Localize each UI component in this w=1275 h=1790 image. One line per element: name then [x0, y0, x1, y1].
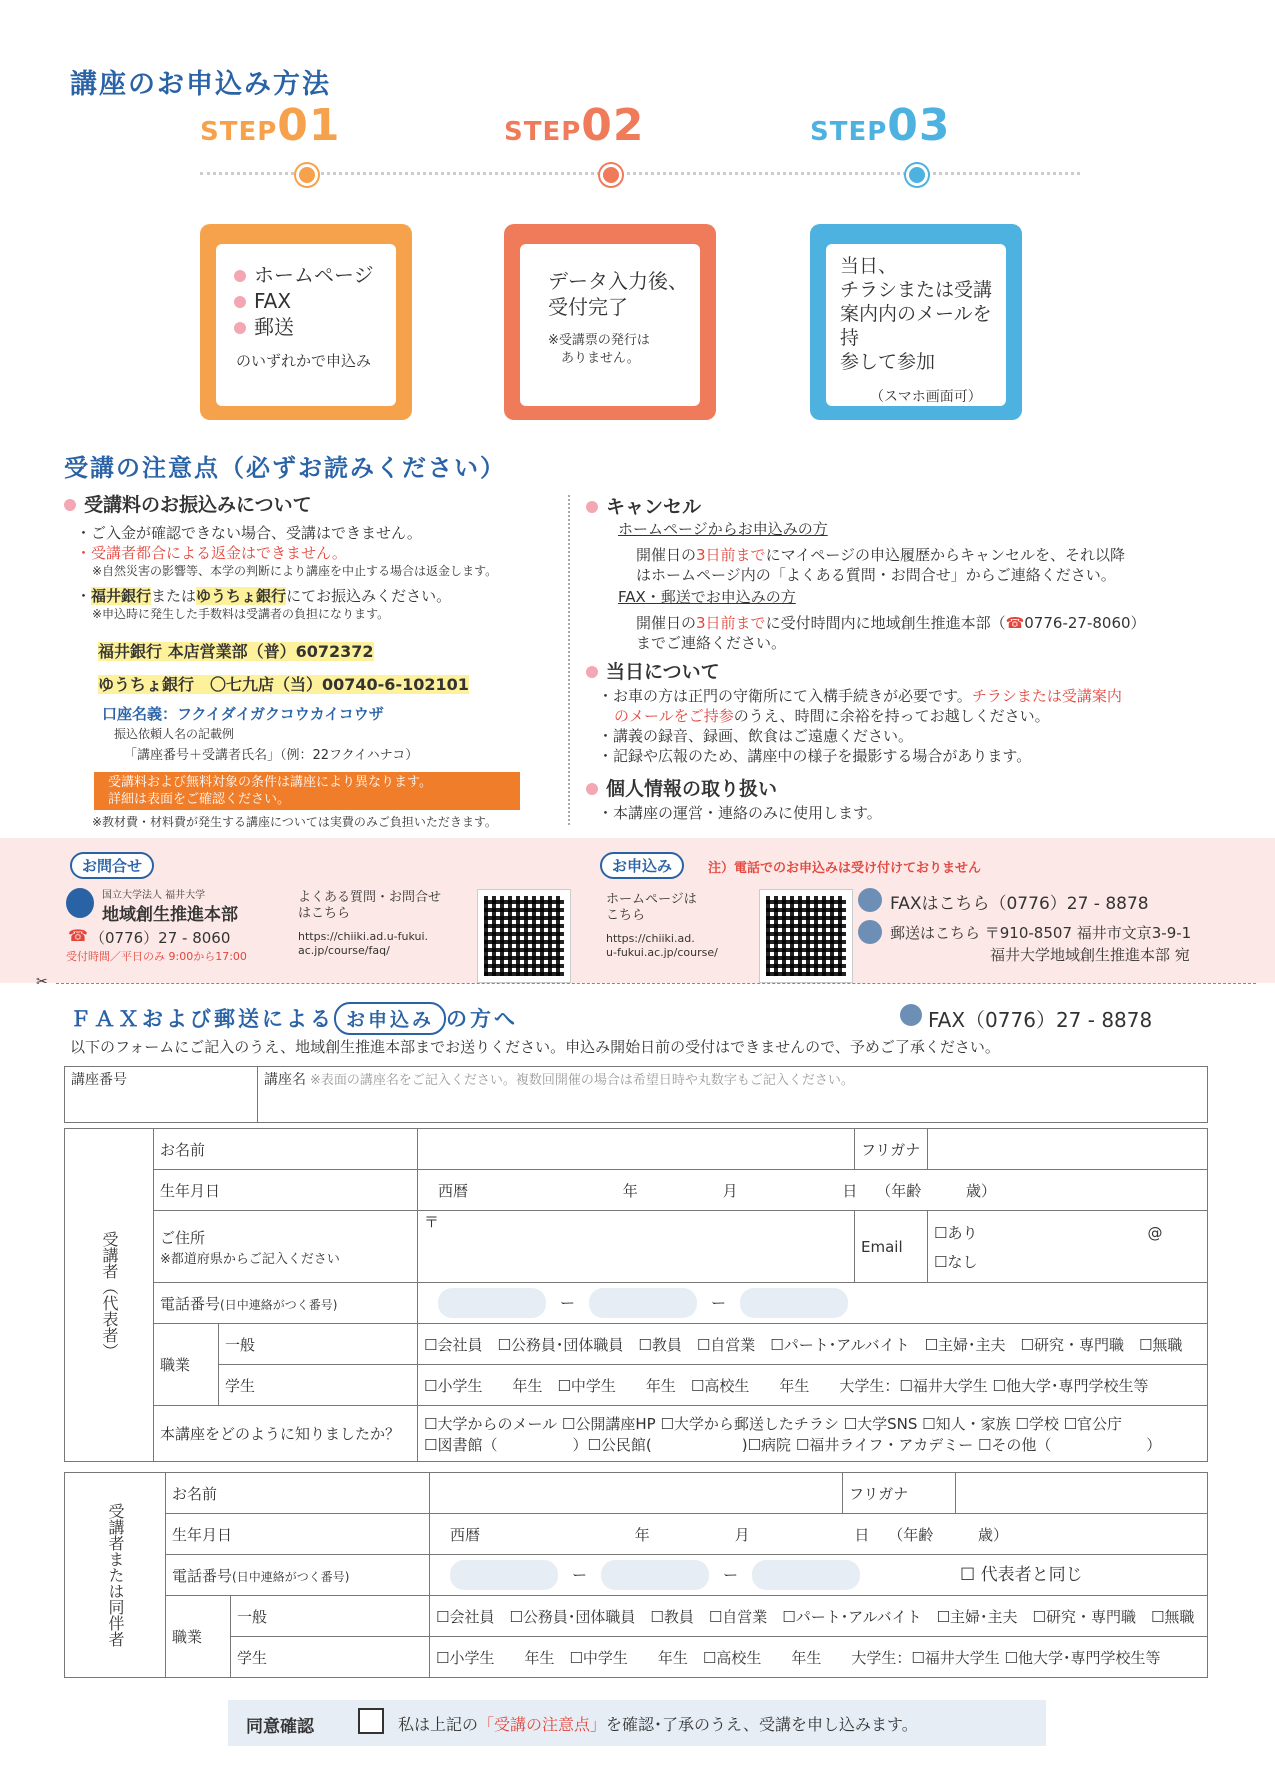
faq-text: よくある質問・お問合せ はこちら https://chiiki.ad.u-fukui. ac.jp/course/faq/ [298, 890, 442, 957]
course-table [64, 1066, 1208, 1123]
faq-url[interactable]: https://chiiki.ad.u-fukui. ac.jp/course/faq/ [298, 930, 429, 957]
consent-text: 私は上記の「受講の注意点」を確認･了承のうえ、受講を申し込みます。 [398, 1715, 918, 1734]
mail-icon [858, 920, 882, 944]
step-3-marker [906, 164, 928, 186]
phone-label: 電話番号(日中連絡がつく番号) [166, 1555, 430, 1596]
hp-url[interactable]: https://chiiki.ad. u-fukui.ac.jp/course/ [606, 932, 718, 959]
general-label: 一般 [219, 1324, 418, 1365]
hp-cancel-1: 開催日の3日前までにマイページの申込履歴からキャンセルを、それ以降 [636, 546, 1125, 564]
dob-field[interactable]: 西暦 年 月 日 （年齢 歳） [418, 1170, 1208, 1211]
kana-label: フリガナ [855, 1129, 928, 1170]
fax-number: FAX（0776）27 - 8878 [928, 1008, 1153, 1032]
bullet-icon [234, 270, 246, 282]
requester-name-example: 振込依頼人名の記載例 [114, 727, 235, 741]
kana-label: フリガナ [843, 1473, 956, 1514]
kana-field-2[interactable] [956, 1473, 1208, 1514]
step-1-label: STEP01 [200, 100, 341, 151]
general-label: 一般 [231, 1596, 430, 1637]
dob-field-2[interactable]: 西暦 年 月 日 （年齢 歳） [430, 1514, 1208, 1555]
day-note-1: ・お車の方は正門の守衛所にて入構手続きが必要です。チラシまたは受講案内 [598, 687, 1122, 705]
name-label: お名前 [154, 1129, 418, 1170]
kana-field[interactable] [928, 1129, 1208, 1170]
same-as-representative-checkbox[interactable]: ☐ 代表者と同じ [960, 1564, 1083, 1585]
fee-note-2: ・受講者都合による返金はできません。 [76, 544, 347, 562]
address-label: ご住所 ※都道府県からご記入ください [154, 1211, 418, 1283]
person2-side-label: 受講者または同伴者 [65, 1473, 166, 1678]
notes-heading: 受講の注意点（必ずお読みください） [64, 454, 506, 482]
name-label: お名前 [166, 1473, 430, 1514]
hp-cancel-sub: ホームページからお申込みの方 [618, 520, 828, 538]
step-2-card: データ入力後、 受付完了 ※受講票の発行は ありません。 [504, 224, 716, 420]
bank-fukui: 福井銀行 本店営業部（普）6072372 [98, 642, 374, 661]
name-field[interactable] [418, 1129, 855, 1170]
phone-label: 電話番号(日中連絡がつく番号) [154, 1283, 418, 1324]
day-note-3: ・記録や広報のため、講座中の様子を撮影する場合があります。 [598, 747, 1032, 765]
student-label: 学生 [219, 1365, 418, 1406]
cut-line [56, 983, 1256, 984]
phone-field-2[interactable]: ー ー ☐ 代表者と同じ [430, 1555, 1208, 1596]
student-label: 学生 [231, 1637, 430, 1678]
dob-label: 生年月日 [154, 1170, 418, 1211]
fax-line: FAXはこちら（0776）27 - 8878 [890, 894, 1149, 914]
fax-icon [900, 1004, 922, 1026]
fee-note-2-sub: ※自然災害の影響等、本学の判断により講座を中止する場合は返金します。 [92, 564, 498, 578]
fax-instructions: 以下のフォームにご記入のうえ、地域創生推進本部までお送りください。申込み開始日前の受付はできませんので、予めご了承ください。 [70, 1038, 1000, 1056]
day-title: 当日について [606, 661, 720, 683]
privacy-title: 個人情報の取り扱い [606, 778, 778, 800]
privacy-note: ・本講座の運営・連絡のみに使用します。 [598, 804, 882, 822]
student-jobs-2[interactable]: ☐小学生 年生 ☐中学生 年生 ☐高校生 年生 大学生：☐福井大学生 ☐他大学･専門学校生等 [430, 1637, 1208, 1678]
inquiry-tel: （0776）27 - 8060 [90, 929, 231, 947]
apply-method-heading: 講座のお申込み方法 [70, 69, 331, 100]
bullet-icon [586, 783, 598, 795]
how-options[interactable]: ☐大学からのメール ☐公開講座HP ☐大学から郵送したチラシ ☐大学SNS ☐知人・家族 ☐学校 ☐官公庁 ☐図書館（ ）☐公民館( )☐病院 ☐福井ライフ・アカデミー ☐その他（ ） [418, 1406, 1208, 1462]
material-note: ※教材費・材料費が発生する講座については実費のみご負担いただきます。 [92, 815, 497, 829]
step-1-marker [296, 164, 318, 186]
bullet-icon [586, 666, 598, 678]
hp-cancel-2: はホームページ内の「よくある質問・お問合せ」からご連絡ください。 [636, 566, 1116, 584]
fax-cancel-1: 開催日の3日前までに受付時間内に地域創生推進本部（☎0776-27-8060） [636, 614, 1146, 632]
phone-icon: ☎ [68, 926, 88, 945]
general-jobs[interactable]: ☐会社員 ☐公務員･団体職員 ☐教員 ☐自営業 ☐パート･アルバイト ☐主婦･主夫 ☐研究・専門職 ☐無職 [418, 1324, 1208, 1365]
fee-note-3: ・福井銀行またはゆうちょ銀行にてお振込みください。 [76, 587, 452, 605]
bank-yucho: ゆうちょ銀行 〇七九店（当）00740-6-102101 [98, 675, 469, 694]
phone-field[interactable]: ー ー [418, 1283, 1208, 1324]
job-label: 職業 [154, 1324, 219, 1406]
fax-cancel-sub: FAX・郵送でお申込みの方 [618, 588, 796, 606]
general-jobs-2[interactable]: ☐会社員 ☐公務員･団体職員 ☐教員 ☐自営業 ☐パート･アルバイト ☐主婦･主夫 ☐研究・専門職 ☐無職 [430, 1596, 1208, 1637]
fee-note-1: ・ご入金が確認できない場合、受講はできません。 [76, 524, 422, 542]
step-3-label: STEP03 [810, 100, 951, 151]
mail-line-2: 福井大学地域創生推進本部 宛 [990, 946, 1190, 964]
apply-label: お申込み [600, 852, 684, 879]
fax-section-title: ＦＡＸおよび郵送による お申込み の方へ [70, 1002, 518, 1035]
inquiry-label: お問合せ [70, 852, 154, 879]
faq-qr-code[interactable] [478, 890, 570, 982]
scissors-icon: ✂ [36, 974, 48, 990]
fee-title: 受講料のお振込みについて [84, 494, 312, 516]
step-2-label: STEP02 [504, 100, 645, 151]
email-field[interactable]: ☐あり @ ☐なし [928, 1211, 1208, 1283]
step-2-marker [600, 164, 622, 186]
student-jobs[interactable]: ☐小学生 年生 ☐中学生 年生 ☐高校生 年生 大学生：☐福井大学生 ☐他大学･専門学校生等 [418, 1365, 1208, 1406]
org-name: 地域創生推進本部 [102, 905, 238, 925]
fee-note-3-sub: ※申込時に発生した手数料は受講者の負担になります。 [92, 607, 390, 621]
how-label: 本講座をどのように知りましたか？ [154, 1406, 418, 1462]
dob-label: 生年月日 [166, 1514, 430, 1555]
inquiry-hours: 受付時間／平日のみ 9:00から17:00 [66, 950, 247, 963]
cancel-section: キャンセル ホームページからお申込みの方 開催日の3日前までにマイページの申込履歴からキャンセルを、それ以降 はホームページ内の「よくある質問・お問合せ」からご連絡ください。 FAX・郵送でお申込みの方 開催日の3日前までに受付時間内に地域創生推進本部（☎0776-27-8060） までご連絡ください。 当日について ・お車の方は正門の守衛所にて入構手続きが必要です。チラシまたは受講案内 のメールをご持参のうえ、時間に余裕を持ってお越しください。 ・講義の録音、録画、飲食はご遠慮ください。 ・記録や広報のため、講座中の様子を撮影する場合があります。 個人情報の取り扱い ・本講座の運営・連絡のみに使用します。 [586, 492, 1226, 823]
bullet-icon [586, 501, 598, 513]
hp-qr-code[interactable] [760, 890, 852, 982]
day-note-2: ・講義の録音、録画、飲食はご遠慮ください。 [598, 727, 914, 745]
mail-line: 郵送はこちら 〒910-8507 福井市文京3-9-1 [890, 924, 1192, 942]
bullet-icon [234, 322, 246, 334]
step-1-card: ホームページ FAX 郵送 のいずれかで申込み [200, 224, 412, 420]
orange-notice: 受講料および無料対象の条件は講座により異なります。 詳細は表面をご確認ください。 [94, 772, 520, 810]
address-field[interactable]: 〒 [418, 1211, 855, 1283]
person2-table [64, 1472, 1208, 1678]
name-field-2[interactable] [430, 1473, 843, 1514]
fax-icon [858, 888, 882, 912]
fee-section [64, 490, 564, 831]
account-name: 口座名義：フクイダイガクコウカイコウザ [102, 705, 384, 723]
consent-checkbox[interactable] [358, 1708, 384, 1734]
hp-text: ホームページは こちら https://chiiki.ad. u-fukui.ac.jp/course/ [606, 892, 718, 959]
requester-name-format: 「講座番号＋受講者氏名」（例：22フクイハナコ） [124, 748, 419, 763]
person1-side-label: 受講者（代表者） [65, 1129, 154, 1462]
phone-icon: ☎ [1005, 614, 1025, 632]
day-note-1b: のメールをご持参のうえ、時間に余裕を持ってお越しください。 [614, 707, 1050, 725]
fax-cancel-2: までご連絡ください。 [636, 634, 787, 652]
job-label: 職業 [166, 1596, 231, 1678]
email-label: Email [855, 1211, 928, 1283]
course-number-field[interactable]: 講座番号 [65, 1067, 258, 1123]
bullet-icon [64, 499, 76, 511]
column-divider [568, 495, 570, 825]
steps-timeline [200, 172, 1080, 183]
step-3-card: 当日、 チラシまたは受講 案内内のメールを持 参して参加 （スマホ画面可） [810, 224, 1022, 420]
course-name-field[interactable]: 講座名 ※表面の講座名をご記入ください。複数回開催の場合は希望日時や丸数字もご記入ください。 [258, 1067, 1208, 1123]
university-logo [66, 888, 94, 918]
org-small: 国立大学法人 福井大学 [102, 890, 206, 901]
consent-label: 同意確認 [246, 1717, 314, 1737]
bullet-icon [234, 296, 246, 308]
person1-table [64, 1128, 1208, 1462]
apply-note: 注）電話でのお申込みは受け付けておりません [708, 861, 982, 876]
